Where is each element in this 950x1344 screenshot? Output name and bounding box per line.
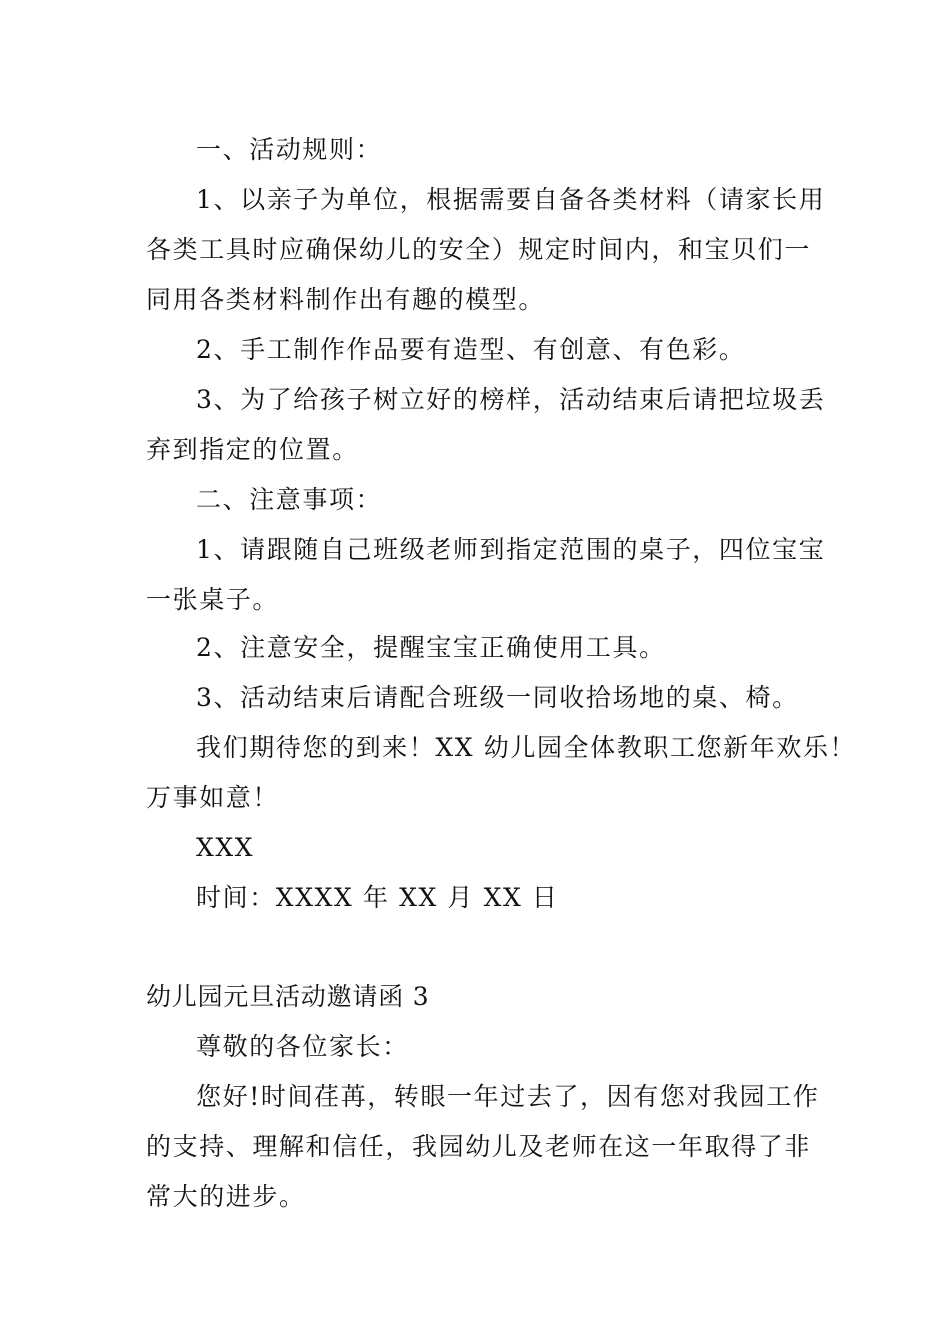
section-heading-rules: 一、活动规则：	[196, 135, 383, 164]
date-line: 时间：XXXX 年 XX 月 XX 日	[196, 883, 559, 912]
letter-3-body-line-1: 您好!时间荏苒，转眼一年过去了，因有您对我园工作	[196, 1082, 820, 1111]
salutation: 尊敬的各位家长：	[196, 1032, 409, 1061]
rule-2: 2、手工制作作品要有造型、有创意、有色彩。	[196, 335, 746, 364]
closing-line-2: 万事如意！	[146, 783, 280, 812]
letter-3-body-line-3: 常大的进步。	[146, 1182, 306, 1211]
signature: XXX	[196, 833, 255, 862]
note-2: 2、注意安全，提醒宝宝正确使用工具。	[196, 633, 666, 662]
rule-3-line-2: 弃到指定的位置。	[146, 435, 359, 464]
rule-3-line-1: 3、为了给孩子树立好的榜样，活动结束后请把垃圾丢	[196, 385, 826, 414]
note-3: 3、活动结束后请配合班级一同收拾场地的桌、椅。	[196, 683, 799, 712]
note-1-line-2: 一张桌子。	[146, 585, 280, 614]
section-heading-notes: 二、注意事项：	[196, 485, 383, 514]
closing-line-1: 我们期待您的到来！XX 幼儿园全体教职工您新年欢乐！	[196, 733, 857, 762]
letter-3-body-line-2: 的支持、理解和信任，我园幼儿及老师在这一年取得了非	[146, 1132, 812, 1161]
note-1-line-1: 1、请跟随自己班级老师到指定范围的桌子，四位宝宝	[196, 535, 826, 564]
rule-1-line-2: 各类工具时应确保幼儿的安全）规定时间内，和宝贝们一	[146, 235, 812, 264]
rule-1-line-3: 同用各类材料制作出有趣的模型。	[146, 285, 546, 314]
letter-3-title: 幼儿园元旦活动邀请函 3	[146, 982, 430, 1011]
rule-1-line-1: 1、以亲子为单位，根据需要自备各类材料（请家长用	[196, 185, 826, 214]
